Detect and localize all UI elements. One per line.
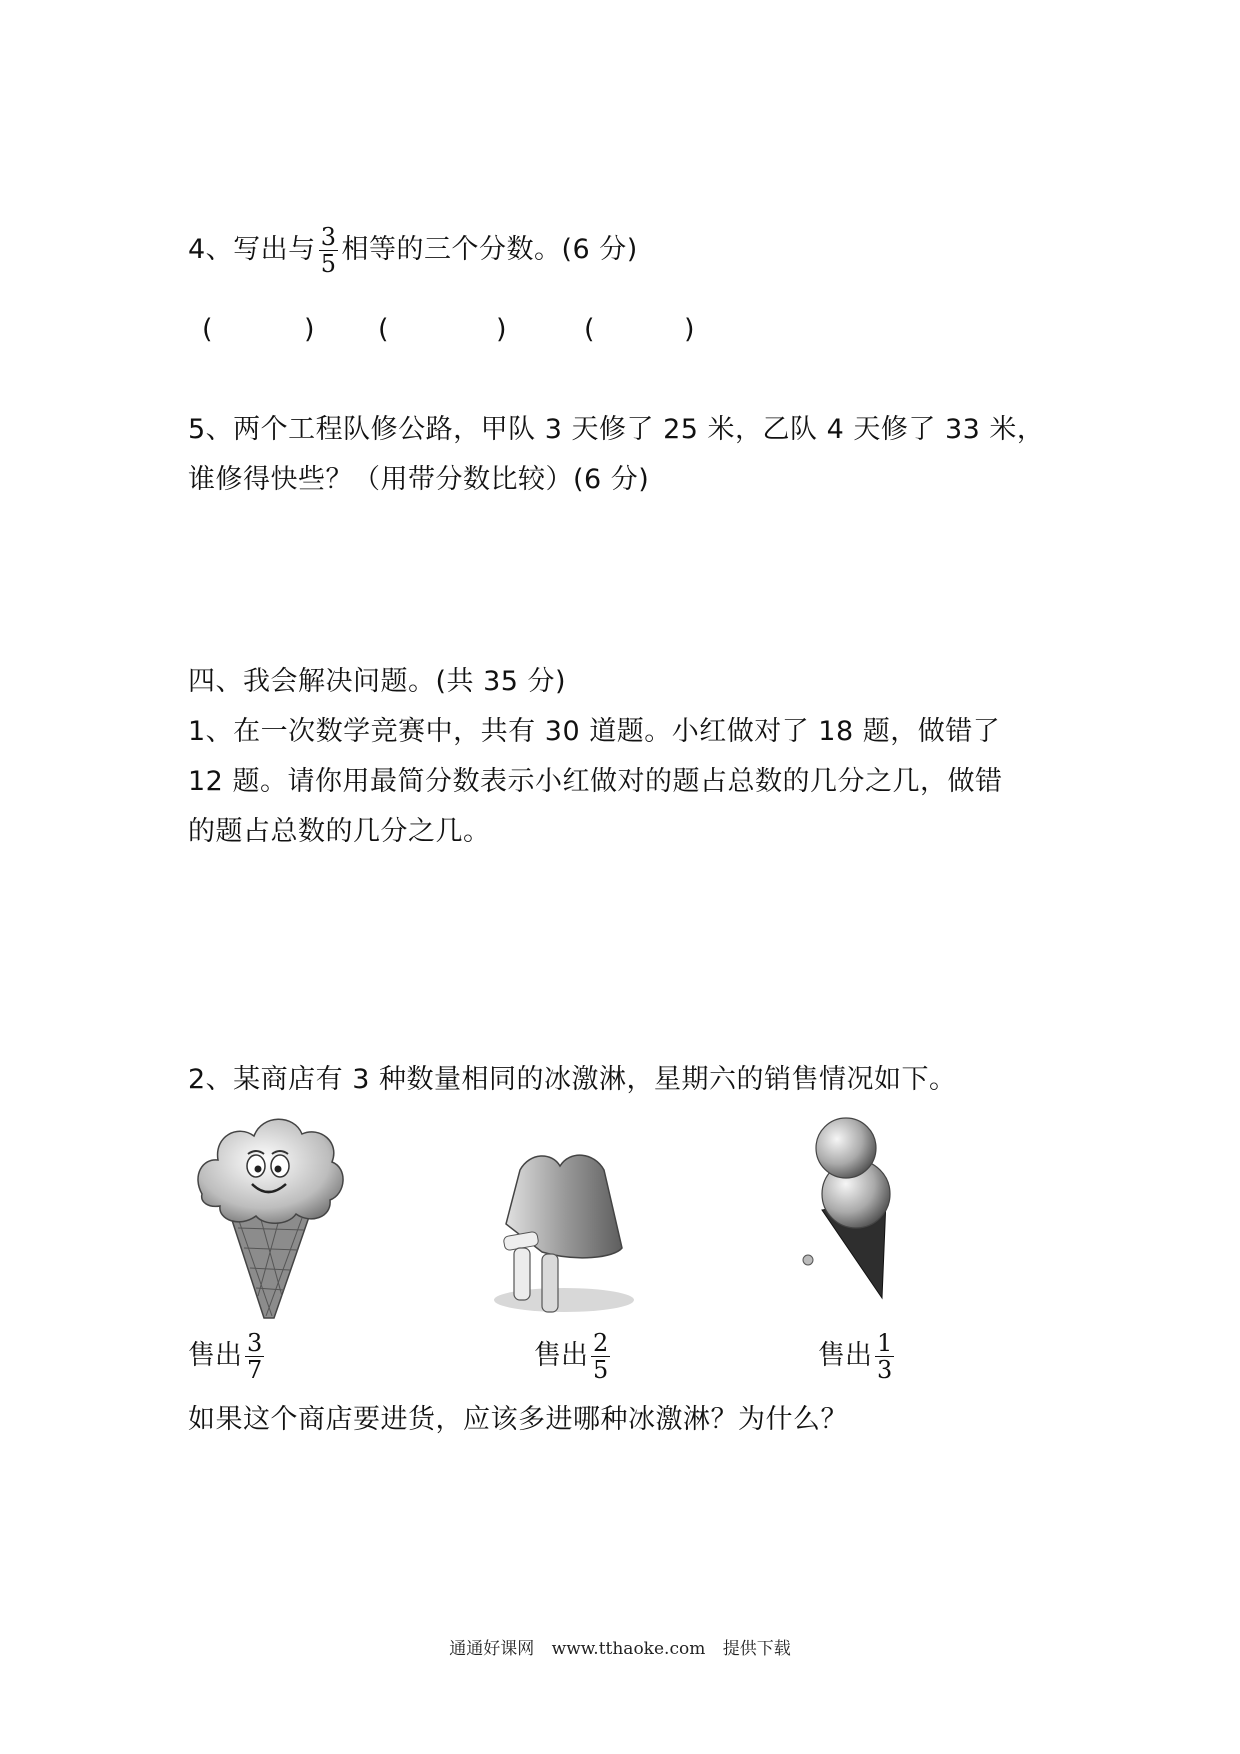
footer-site-name: 通通好课网 (449, 1639, 535, 1659)
footer (0, 1634, 1240, 1659)
fraction-3-7: $\frac{3}{7}$ (247, 1329, 263, 1384)
fraction-1-3: $\frac{1}{3}$ (877, 1329, 893, 1384)
answer-blank-1-open: ( (202, 314, 213, 345)
answer-blank-3-open: ( (584, 314, 595, 345)
cone-ice-cream-face-icon (192, 1106, 348, 1326)
double-scoop-cone-icon (796, 1112, 906, 1308)
answer-blank-2-close: ) (496, 314, 507, 345)
q4-suffix: 相等的三个分数。(6 分) (341, 234, 638, 265)
answer-blank-1-close: ) (304, 314, 315, 345)
answer-blank-2-open: ( (378, 314, 389, 345)
question-4 (188, 224, 638, 277)
q5-line-1: 5、两个工程队修公路，甲队 3 天修了 25 米，乙队 4 天修了 33 米， (188, 414, 1045, 445)
footer-provide: 提供下载 (722, 1639, 791, 1659)
sold-label-2: 售出 $\frac{2}{5}$ (534, 1329, 609, 1384)
sold-label-1: 售出 $\frac{3}{7}$ (188, 1329, 263, 1384)
problem-1-line-2: 12 题。请你用最简分数表示小红做对的题占总数的几分之几，做错 (188, 766, 1003, 797)
footer-url[interactable]: www.tthaoke.com (551, 1639, 706, 1659)
fraction-3-5: $\frac{3}{5}$ (320, 223, 337, 278)
sold-label-3: 售出 $\frac{1}{3}$ (818, 1329, 893, 1384)
problem-2-intro: 2、某商店有 3 种数量相同的冰激淋，星期六的销售情况如下。 (188, 1064, 957, 1095)
problem-1-line-1: 1、在一次数学竞赛中，共有 30 道题。小红做对了 18 题，做错了 (188, 716, 1001, 747)
popsicle-icon (464, 1130, 660, 1326)
q4-prefix: 4、写出与 (188, 234, 316, 265)
q5-line-2: 谁修得快些？（用带分数比较）(6 分) (188, 464, 650, 495)
problem-2-question: 如果这个商店要进货，应该多进哪种冰激淋？为什么？ (188, 1404, 848, 1435)
answer-blank-3-close: ) (684, 314, 695, 345)
fraction-2-5: $\frac{2}{5}$ (593, 1329, 609, 1384)
section-4-heading: 四、我会解决问题。(共 35 分) (188, 666, 567, 697)
problem-1-line-3: 的题占总数的几分之几。 (188, 816, 491, 847)
